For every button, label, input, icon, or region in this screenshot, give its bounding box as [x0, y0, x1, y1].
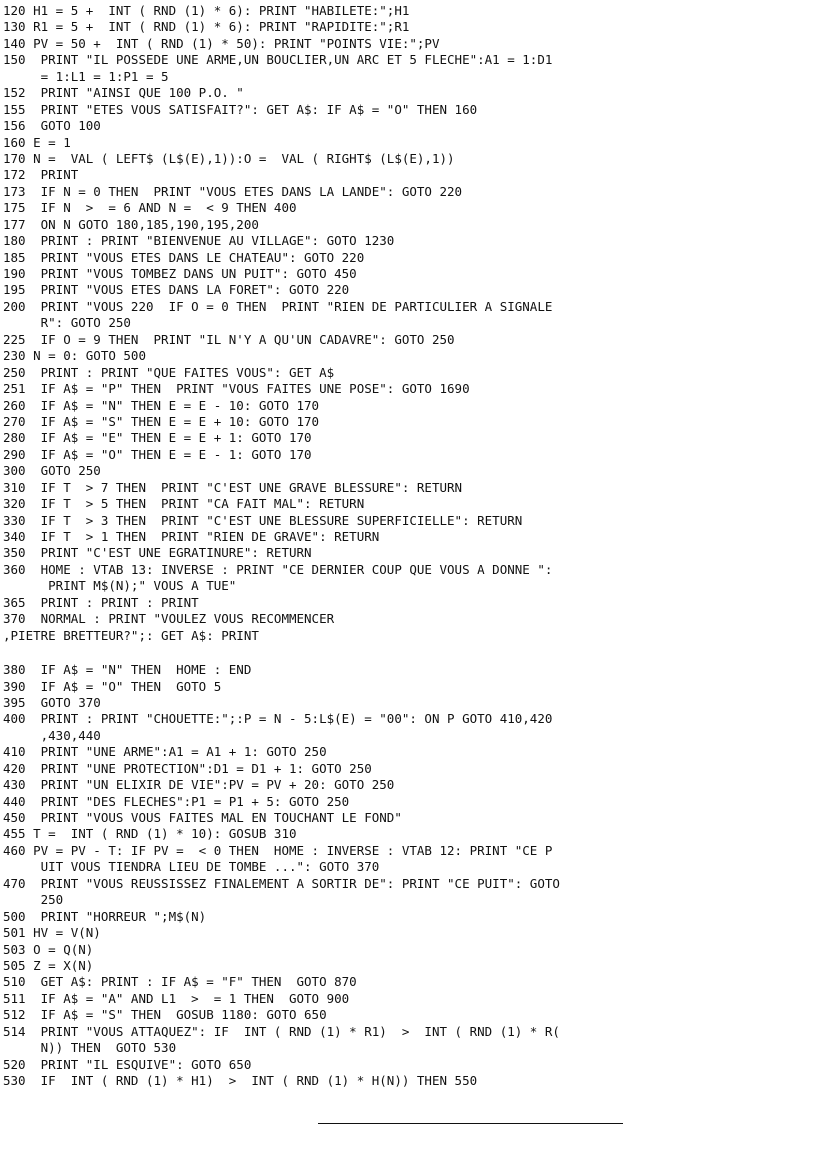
code-line: 195 PRINT "VOUS ETES DANS LA FORET": GOTO 220 [3, 282, 350, 298]
code-line: N)) THEN GOTO 530 [3, 1040, 177, 1056]
code-line: 505 Z = X(N) [3, 957, 94, 973]
code-line: 177 ON N GOTO 180,185,190,195,200 [3, 216, 259, 232]
blank-line [3, 644, 821, 662]
code-line: 172 PRINT [3, 167, 79, 183]
code-line: 512 IF A$ = "S" THEN GOSUB 1180: GOTO 650 [3, 1007, 327, 1023]
code-line: UIT VOUS TIENDRA LIEU DE TOMBE ...": GOTO 370 [3, 859, 380, 875]
code-line: 290 IF A$ = "O" THEN E = E - 1: GOTO 170 [3, 446, 312, 462]
code-line: 455 T = INT ( RND (1) * 10): GOSUB 310 [3, 826, 297, 842]
code-line: 120 H1 = 5 + INT ( RND (1) * 6): PRINT "HABILETE:";H1 [3, 3, 410, 18]
code-line: 350 PRINT "C'EST UNE EGRATINURE": RETURN [3, 545, 312, 561]
code-line: 156 GOTO 100 [3, 118, 101, 134]
code-line: ,430,440 [3, 727, 101, 743]
code-line: 470 PRINT "VOUS REUSSISSEZ FINALEMENT A SORTIR DE": PRINT "CE PUIT": GOTO [3, 875, 560, 891]
code-line: 150 PRINT "IL POSSEDE UNE ARME,UN BOUCLIER,UN ARC ET 5 FLECHE":A1 = 1:D1 [3, 52, 553, 68]
code-line: 420 PRINT "UNE PROTECTION":D1 = D1 + 1: GOTO 250 [3, 760, 372, 776]
code-line: 501 HV = V(N) [3, 925, 101, 941]
code-line: 511 IF A$ = "A" AND L1 > = 1 THEN GOTO 900 [3, 990, 350, 1006]
code-line: 365 PRINT : PRINT : PRINT [3, 594, 199, 610]
code-line: 155 PRINT "ETES VOUS SATISFAIT?": GET A$: IF A$ = "O" THEN 160 [3, 101, 478, 117]
code-line: PRINT M$(N);" VOUS A TUE" [3, 578, 237, 594]
code-line: 170 N = VAL ( LEFT$ (L$(E),1)):O = VAL ( RIGHT$ (L$(E),1)) [3, 150, 455, 166]
code-line: 310 IF T > 7 THEN PRINT "C'EST UNE GRAVE BLESSURE": RETURN [3, 479, 463, 495]
code-line: 390 IF A$ = "O" THEN GOTO 5 [3, 678, 222, 694]
code-line: 200 PRINT "VOUS 220 IF O = 0 THEN PRINT "RIEN DE PARTICULIER A SIGNALE [3, 298, 553, 314]
code-line: 330 IF T > 3 THEN PRINT "C'EST UNE BLESSURE SUPERFICIELLE": RETURN [3, 512, 523, 528]
code-line: 180 PRINT : PRINT "BIENVENUE AU VILLAGE": GOTO 1230 [3, 233, 395, 249]
code-line: = 1:L1 = 1:P1 = 5 [3, 68, 169, 84]
code-line: 400 PRINT : PRINT "CHOUETTE:";:P = N - 5:L$(E) = "00": ON P GOTO 410,420 [3, 711, 553, 727]
code-line: 173 IF N = 0 THEN PRINT "VOUS ETES DANS LA LANDE": GOTO 220 [3, 183, 463, 199]
code-line: 270 IF A$ = "S" THEN E = E + 10: GOTO 170 [3, 413, 320, 429]
code-line: R": GOTO 250 [3, 315, 131, 331]
code-line: 520 PRINT "IL ESQUIVE": GOTO 650 [3, 1056, 252, 1072]
code-line: 260 IF A$ = "N" THEN E = E - 10: GOTO 170 [3, 397, 320, 413]
code-line: 130 R1 = 5 + INT ( RND (1) * 6): PRINT "RAPIDITE:";R1 [3, 19, 410, 35]
code-line: ,PIETRE BRETTEUR?";: GET A$: PRINT [3, 627, 259, 643]
code-line: 300 GOTO 250 [3, 463, 101, 479]
code-line: 380 IF A$ = "N" THEN HOME : END [3, 662, 252, 678]
code-line: 510 GET A$: PRINT : IF A$ = "F" THEN GOTO 870 [3, 974, 357, 990]
code-line: 160 E = 1 [3, 134, 71, 150]
code-line: 410 PRINT "UNE ARME":A1 = A1 + 1: GOTO 250 [3, 744, 327, 760]
code-line: 250 PRINT : PRINT "QUE FAITES VOUS": GET A$ [3, 364, 335, 380]
code-line: 460 PV = PV - T: IF PV = < 0 THEN HOME : INVERSE : VTAB 12: PRINT "CE P [3, 842, 553, 858]
code-line: 500 PRINT "HORREUR ";M$(N) [3, 908, 207, 924]
strikethrough-line [318, 1123, 623, 1124]
code-line: 251 IF A$ = "P" THEN PRINT "VOUS FAITES UNE POSE": GOTO 1690 [3, 381, 470, 397]
code-line: 450 PRINT "VOUS VOUS FAITES MAL EN TOUCHANT LE FOND" [3, 810, 402, 825]
code-line: 175 IF N > = 6 AND N = < 9 THEN 400 [3, 200, 297, 216]
code-line: 190 PRINT "VOUS TOMBEZ DANS UN PUIT": GOTO 450 [3, 266, 357, 281]
code-line: 514 PRINT "VOUS ATTAQUEZ": IF INT ( RND (1) * R1) > INT ( RND (1) * R( [3, 1023, 560, 1039]
code-line: 530 IF INT ( RND (1) * H1) > INT ( RND (1) * H(N)) THEN 550 [3, 1073, 478, 1088]
code-line: 230 N = 0: GOTO 500 [3, 348, 146, 364]
code-line: 152 PRINT "AINSI QUE 100 P.O. " [3, 85, 244, 101]
code-line: 370 NORMAL : PRINT "VOULEZ VOUS RECOMMENCER [3, 611, 335, 627]
code-line: 140 PV = 50 + INT ( RND (1) * 50): PRINT "POINTS VIE:";PV [3, 35, 440, 51]
code-line: 430 PRINT "UN ELIXIR DE VIE":PV = PV + 20: GOTO 250 [3, 777, 395, 793]
code-line: 360 HOME : VTAB 13: INVERSE : PRINT "CE DERNIER COUP QUE VOUS A DONNE ": [3, 561, 553, 577]
program-listing [3, 3, 821, 1089]
code-line: 395 GOTO 370 [3, 694, 101, 710]
code-line: 225 IF O = 9 THEN PRINT "IL N'Y A QU'UN CADAVRE": GOTO 250 [3, 331, 455, 347]
code-line: 440 PRINT "DES FLECHES":P1 = P1 + 5: GOTO 250 [3, 793, 350, 809]
code-line: 250 [3, 892, 64, 908]
code-line: 280 IF A$ = "E" THEN E = E + 1: GOTO 170 [3, 430, 312, 446]
code-line: 340 IF T > 1 THEN PRINT "RIEN DE GRAVE": RETURN [3, 529, 380, 544]
code-line: 503 O = Q(N) [3, 941, 94, 957]
code-line: 320 IF T > 5 THEN PRINT "CA FAIT MAL": RETURN [3, 496, 365, 512]
code-line: 185 PRINT "VOUS ETES DANS LE CHATEAU": GOTO 220 [3, 249, 365, 265]
